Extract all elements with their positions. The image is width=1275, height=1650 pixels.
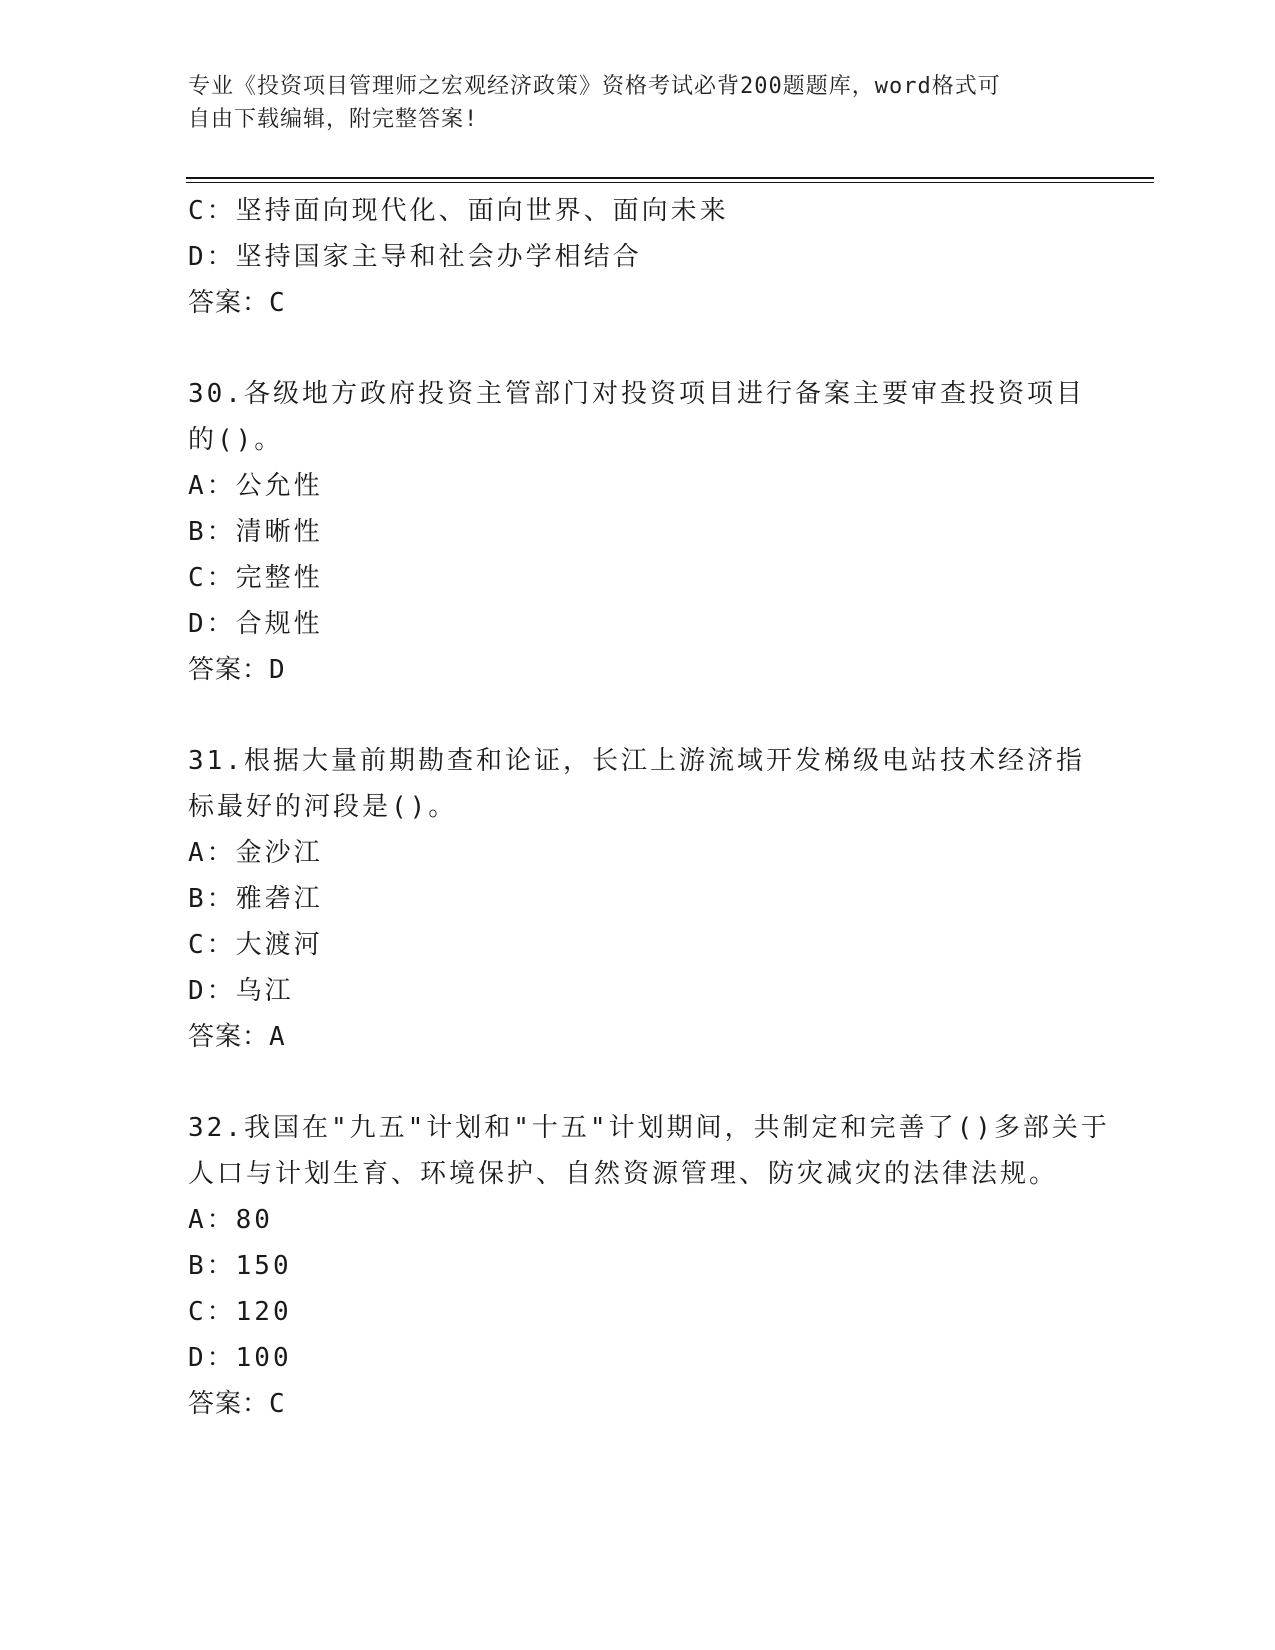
- header-line-1: 专业《投资项目管理师之宏观经济政策》资格考试必背200题题库，word格式可: [188, 74, 1001, 99]
- question-stem-line-2: 的()。: [188, 425, 284, 455]
- option-b: B：150: [188, 1251, 292, 1281]
- answer-line: 答案：A: [188, 1022, 286, 1052]
- answer-line: 答案：C: [188, 288, 286, 318]
- option-d: D：合规性: [188, 609, 323, 639]
- option-d: D：乌江: [188, 976, 294, 1006]
- header-divider-thick: [186, 177, 1154, 179]
- option-a: A：80: [188, 1205, 273, 1235]
- question-29-tail: [188, 188, 1088, 326]
- option-c: C：完整性: [188, 563, 323, 593]
- question-stem-line-1: 30.各级地方政府投资主管部门对投资项目进行备案主要审查投资项目: [188, 379, 1085, 409]
- question-30: [188, 371, 1088, 693]
- option-d: D：100: [188, 1343, 292, 1373]
- option-d: D：坚持国家主导和社会办学相结合: [188, 242, 642, 272]
- option-a: A：公允性: [188, 471, 323, 501]
- answer-line: 答案：C: [188, 1389, 286, 1419]
- option-c: C：坚持面向现代化、面向世界、面向未来: [188, 196, 729, 226]
- page-header: [188, 70, 1088, 136]
- option-c: C：大渡河: [188, 930, 323, 960]
- question-stem-line-2: 标最好的河段是()。: [188, 792, 458, 822]
- question-31: [188, 738, 1088, 1060]
- question-32: [188, 1105, 1110, 1427]
- option-a: A：金沙江: [188, 838, 323, 868]
- question-stem-line-1: 32.我国在"九五"计划和"十五"计划期间，共制定和完善了()多部关于: [188, 1113, 1110, 1143]
- option-b: B：雅砻江: [188, 884, 323, 914]
- question-stem-line-1: 31.根据大量前期勘查和论证，长江上游流域开发梯级电站技术经济指: [188, 746, 1085, 776]
- header-line-2: 自由下载编辑，附完整答案!: [188, 107, 479, 132]
- option-b: B：清晰性: [188, 517, 323, 547]
- answer-line: 答案：D: [188, 655, 286, 685]
- question-stem-line-2: 人口与计划生育、环境保护、自然资源管理、防灾减灾的法律法规。: [188, 1159, 1059, 1189]
- header-divider-thin: [186, 182, 1154, 183]
- option-c: C：120: [188, 1297, 292, 1327]
- question-list: [188, 188, 1110, 1427]
